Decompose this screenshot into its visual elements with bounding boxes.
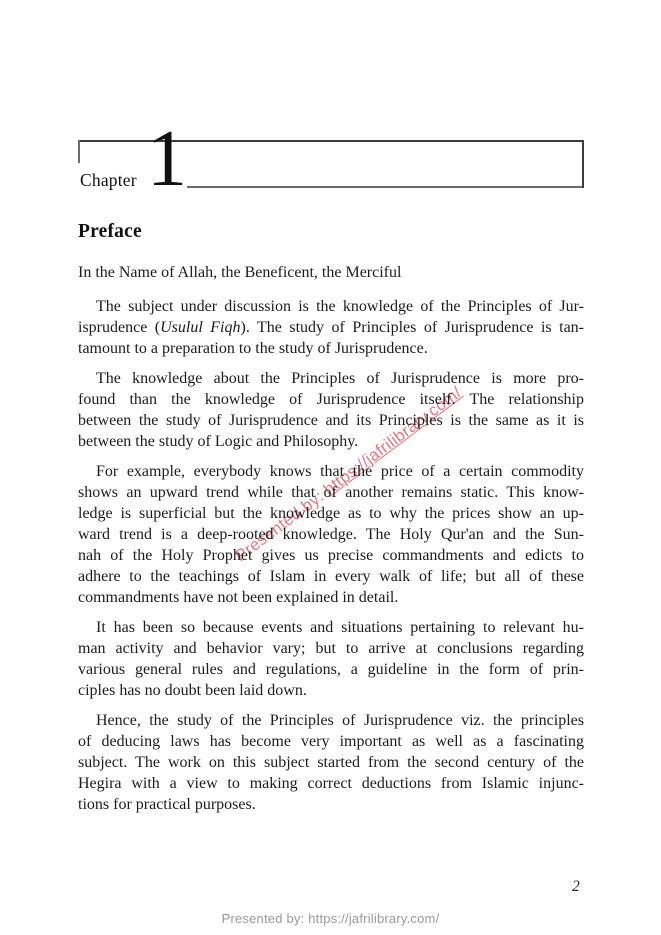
text-line: The subject under discussion is the knowledge of the Principles of Jur- (96, 298, 584, 315)
text-line: Hegira with a view to making correct deductions from Islamic injunc- (78, 775, 584, 792)
text-line: ledge is superficial but the knowledge as to why the prices show an up- (78, 505, 584, 522)
text-line: ward trend is a deep-rooted knowledge. The Holy Qur'an and the Sun- (78, 526, 584, 543)
bismillah-line: In the Name of Allah, the Beneficent, the Merciful (78, 264, 402, 281)
text-line: The knowledge about the Principles of Jurisprudence is more pro- (96, 370, 584, 387)
text-line: ciples has no doubt been laid down. (78, 682, 307, 699)
text-line: of deducing laws has become very important as well as a fascinating (78, 733, 584, 750)
paragraph (78, 710, 584, 815)
chapter-rule-right (582, 140, 584, 188)
text-line: nah of the Holy Prophet gives us precise commandments and edicts to (78, 547, 584, 564)
paragraph (78, 461, 584, 608)
paragraph (78, 368, 584, 452)
watermark-prefix: Presented by: (232, 484, 332, 566)
text-line: between the study of Logic and Philosophy. (78, 433, 359, 450)
section-heading: Preface (78, 221, 142, 242)
chapter-label: Chapter (80, 170, 137, 190)
page-number: 2 (572, 878, 580, 895)
text-line: Hence, the study of the Principles of Jurisprudence viz. the principles (96, 712, 584, 729)
text-line: shows an upward trend while that of another remains static. This know- (78, 484, 584, 501)
text-line: found than the knowledge of Jurisprudence itself. The relationship (78, 391, 584, 408)
text-line: It has been so because events and situations pertaining to relevant hu- (96, 619, 584, 636)
paragraphs (78, 296, 584, 815)
body-text (78, 262, 584, 824)
watermark-url: https://jafrilibrary.com/ (320, 383, 466, 499)
text-line: between the study of Jurisprudence and its Principles is the same as it is (78, 412, 584, 429)
paragraph (78, 296, 584, 359)
text-line: subject. The work on this subject started from the second century of the (78, 754, 584, 771)
chapter-rule-bottom (187, 186, 584, 188)
text-line: tamount to a preparation to the study of Jurisprudence. (78, 340, 428, 357)
chapter-number: 1 (147, 115, 187, 203)
text-line: isprudence (Usulul Fiqh). The study of Principles of Jurisprudence is tan- (78, 319, 585, 336)
footer-note: Presented by: https://jafrilibrary.com/ (221, 911, 440, 926)
text-line: commandments have not been explained in detail. (78, 589, 399, 606)
text-line: man activity and behavior vary; but to arrive at conclusions regarding (78, 640, 584, 657)
text-line: various general rules and regulations, a guideline in the form of prin- (78, 661, 584, 678)
text-line: adhere to the teachings of Islam in every walk of life; but all of these (78, 568, 584, 585)
text-line: For example, everybody knows that the price of a certain commodity (96, 463, 584, 480)
text-line: tions for practical purposes. (78, 796, 256, 813)
chapter-rule-left-tick (78, 140, 80, 163)
paragraph (78, 617, 584, 701)
